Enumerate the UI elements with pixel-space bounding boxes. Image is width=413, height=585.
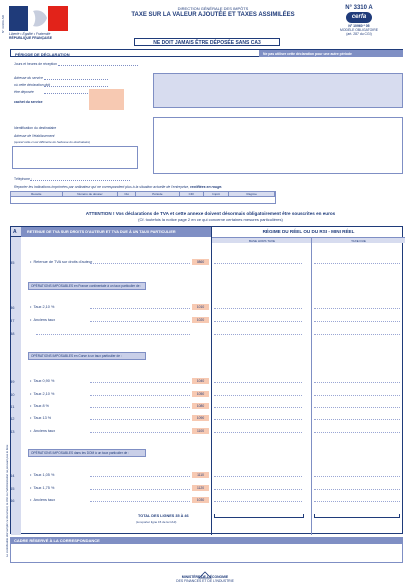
row-label: • Anciens taux <box>30 318 56 322</box>
tax-field[interactable] <box>314 308 400 309</box>
base-field[interactable] <box>214 334 302 335</box>
reference-header-cell: Période <box>136 192 180 196</box>
total-label: TOTAL DES LIGNES 35 À 46 <box>138 514 189 518</box>
report-line: Reporter les indications imprimées par ordinateur qui ne correspondent plus à la situation actuelle de l'entreprise, rectifiées en rouge. <box>14 185 223 189</box>
base-field[interactable] <box>214 432 302 433</box>
base-field[interactable] <box>214 419 302 420</box>
side-code: N° 3310A-SD <box>1 14 6 34</box>
tax-field[interactable] <box>314 489 400 490</box>
marianne-logo <box>9 6 68 31</box>
period-label: PÉRIODE DE DÉCLARATION <box>15 51 70 57</box>
col-taxe-due: TAXE DUE <box>351 239 366 243</box>
correspondance-area[interactable] <box>10 544 403 563</box>
establishment-address-box[interactable] <box>12 146 138 169</box>
base-field[interactable] <box>214 476 302 477</box>
cachet-label: cachet du service <box>14 100 43 104</box>
row-label: • Taux 2,10 % <box>30 392 55 396</box>
line-code: 1020 <box>192 317 209 323</box>
period-input[interactable] <box>89 50 257 57</box>
tax-field[interactable] <box>314 476 400 477</box>
reference-header-cell: Régime <box>229 192 275 196</box>
footer-line1: MINISTÈRE DE L'ÉCONOMIE <box>181 575 229 579</box>
period-bar <box>10 49 403 57</box>
category-box: OPÉRATIONS IMPOSABLES en Corse à un taux particulier de : <box>28 352 146 360</box>
row-label: • Taux 1,75 % <box>30 486 55 490</box>
line-code: 1110 <box>192 472 209 478</box>
row-label: • Taux 13 % <box>30 416 52 420</box>
col-base-hors-taxe: BASE HORS TAXE <box>249 239 275 243</box>
row-label: • Anciens taux <box>30 429 56 433</box>
row-label: • Anciens taux <box>30 498 56 502</box>
tax-field[interactable] <box>314 321 400 322</box>
reference-table <box>10 191 276 204</box>
line-code: 1100 <box>192 428 209 434</box>
line-code: 1040 <box>192 378 209 384</box>
row-number: 43 <box>10 429 15 434</box>
reference-header-cell: Recette <box>11 192 63 196</box>
table-header-right: RÉGIME DU RÉEL OU DU RSI - MINI RÉEL BASE HORS TAXE TAXE DUE <box>211 227 404 243</box>
row-number: 35 <box>10 260 15 265</box>
row-number: 39 <box>10 379 15 384</box>
row-label: • Retenue de TVA sur droits d'auteur <box>30 260 93 264</box>
reference-header-cell: Numéro de dossier <box>63 192 119 196</box>
tax-field[interactable] <box>314 407 400 408</box>
republique-francaise: RÉPUBLIQUE FRANÇAISE <box>9 36 52 40</box>
cerfa-logo: cerfa <box>346 12 372 23</box>
identification-label: Identification du destinataire <box>14 126 57 130</box>
row-number: 36 <box>10 305 15 310</box>
marianne-motto: Liberté • Égalité • Fraternité <box>9 32 51 36</box>
line-code: 1080 <box>192 403 209 409</box>
form-number: N° 3310 A <box>345 5 373 11</box>
tax-field[interactable] <box>314 432 400 433</box>
tax-field[interactable] <box>314 263 400 264</box>
row-number: 41 <box>10 404 15 409</box>
tax-field[interactable] <box>314 419 400 420</box>
identification-sub2: (quand celle-ci est différente de l'adresse du destinataire) <box>14 140 91 144</box>
base-field[interactable] <box>214 501 302 502</box>
category-box: OPÉRATIONS IMPOSABLES en France continentale à un taux particulier de : <box>28 282 146 290</box>
row-number: 45 <box>10 486 15 491</box>
correspondance-bar: CADRE RÉSERVÉ À LA CORRESPONDANCE <box>10 537 403 544</box>
address-line-3: être déposée <box>14 90 34 94</box>
direction-text: DIRECTION GÉNÉRALE DES IMPÔTS <box>177 6 249 11</box>
attention-line2: (Cf. toutefois la notice page 2 en ce qui concerne certaines mesures particulières) <box>138 217 283 222</box>
total-sub: (à reporter ligne 15 de la CA3) <box>136 520 177 524</box>
base-field[interactable] <box>214 489 302 490</box>
side-note: Le contribuable doit remplir ce document, la DGI ou l'administration ne pouvant pas le faire <box>5 444 9 557</box>
base-field[interactable] <box>214 321 302 322</box>
address-line-1: Adresse du service <box>14 76 43 80</box>
form-title: TAXE SUR LA VALEUR AJOUTÉE ET TAXES ASSIMILÉES <box>131 12 295 18</box>
reference-header-cell: Impôt <box>204 192 230 196</box>
period-right-box: Ne pas utiliser cette déclaration pour une autre période <box>259 50 403 57</box>
line-code: 1050 <box>192 391 209 397</box>
row-label: • Taux 2,10 % <box>30 305 55 309</box>
row-label: • Taux 0,90 % <box>30 379 55 383</box>
reference-header-cell: Clé <box>118 192 136 196</box>
cerfa-sub1: MODÈLE OBLIGATOIRE <box>340 28 378 32</box>
base-field[interactable] <box>214 308 302 309</box>
cerfa-number: N° 10960 * 05 <box>348 24 370 28</box>
line-code: 0860 <box>192 259 209 265</box>
reception-hours: Jours et heures de réception <box>14 62 57 66</box>
attention-line1: ATTENTION ! Vos déclarations de TVA et cette annexe doivent désormais obligatoirement être souscrites en euros <box>85 211 336 216</box>
table-header-title: RETENUE DE TVA SUR DROITS D'AUTEUR ET TVA DUE À UN TAUX PARTICULIER <box>27 230 176 234</box>
ministry-logo <box>198 566 212 574</box>
tax-field[interactable] <box>314 501 400 502</box>
identification-sub: Adresse de l'établissement <box>14 134 55 138</box>
footer-line2: DES FINANCES ET DE L'INDUSTRIE <box>176 579 234 583</box>
line-code: 1120 <box>192 485 209 491</box>
table-header-left <box>11 227 211 237</box>
tax-field[interactable] <box>314 334 400 335</box>
cachet-box[interactable] <box>89 89 124 110</box>
telephone-label: Téléphone : <box>14 177 32 181</box>
cerfa-sub2: (art. 287 du CGI) <box>346 32 372 36</box>
base-field[interactable] <box>214 382 302 383</box>
row-label: • Taux 8 % <box>30 404 50 408</box>
row-number: 46 <box>10 498 15 503</box>
reception-hours-line <box>58 65 138 66</box>
row-number: 44 <box>10 473 15 478</box>
reference-header-cell: CDI <box>180 192 204 196</box>
total-tax-field[interactable] <box>314 514 400 518</box>
section-letter: A <box>13 229 17 235</box>
tax-field[interactable] <box>314 382 400 383</box>
row-label: • Taux 1,05 % <box>30 473 55 477</box>
category-box: OPÉRATIONS IMPOSABLES dans les DOM à un taux particulier de : <box>28 449 146 457</box>
row-number: 37 <box>10 318 15 323</box>
recipient-id-box[interactable] <box>153 117 403 174</box>
row-number: 40 <box>10 392 15 397</box>
base-field[interactable] <box>214 407 302 408</box>
warning-box: NE DOIT JAMAIS ÊTRE DÉPOSÉE SANS CA3 <box>134 38 280 46</box>
base-field[interactable] <box>214 263 302 264</box>
line-code: 1090 <box>192 415 209 421</box>
row-number: 38 <box>10 331 15 336</box>
tax-field[interactable] <box>314 395 400 396</box>
total-base-field[interactable] <box>214 514 304 518</box>
row-number: 42 <box>10 416 15 421</box>
line-code: 1010 <box>192 304 209 310</box>
line-code: 1030 <box>192 497 209 503</box>
base-field[interactable] <box>214 395 302 396</box>
address-block[interactable] <box>153 73 403 108</box>
address-line-2: où cette déclaration doit <box>14 83 51 87</box>
